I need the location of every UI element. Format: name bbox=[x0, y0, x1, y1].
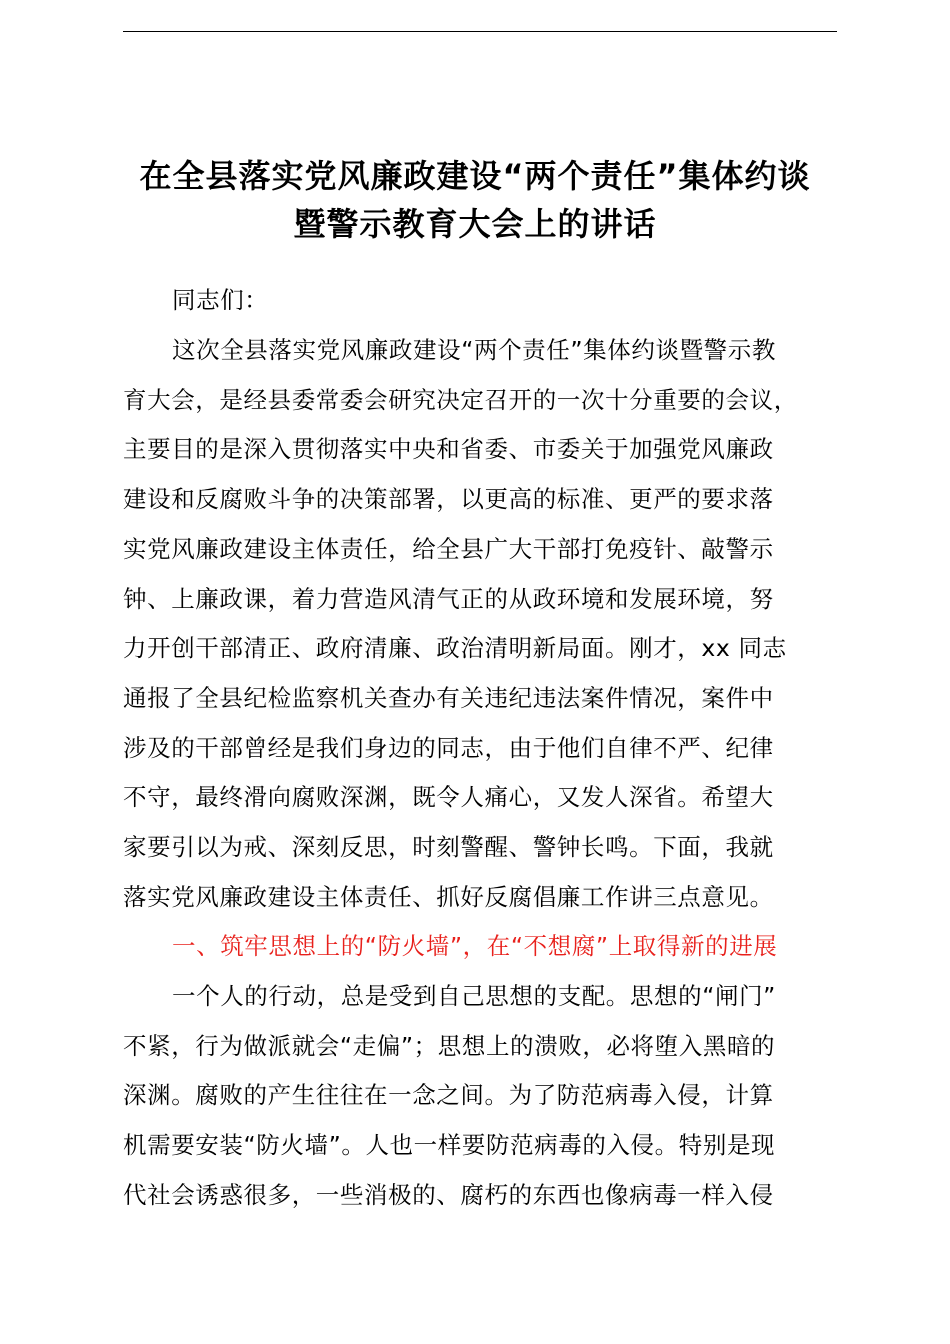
paragraph-line: 力开创干部清正、政府清廉、政治清明新局面。刚才，xx 同志 bbox=[123, 634, 787, 662]
paragraph-line: 落实党风廉政建设主体责任、抓好反腐倡廉工作讲三点意见。 bbox=[123, 883, 774, 911]
header-rule bbox=[123, 31, 837, 32]
document-title-line-2: 暨警示教育大会上的讲话 bbox=[293, 205, 657, 243]
paragraph-line: 钟、上廉政课，着力营造风清气正的从政环境和发展环境，努 bbox=[123, 585, 774, 613]
salutation: 同志们： bbox=[172, 286, 269, 314]
paragraph-line: 不紧，行为做派就会“走偏”；思想上的溃败，必将堕入黑暗的 bbox=[123, 1032, 776, 1060]
paragraph-line: 家要引以为戒、深刻反思，时刻警醒、警钟长鸣。下面，我就 bbox=[123, 833, 774, 861]
document-title-line-1: 在全县落实党风廉政建设“两个责任”集体约谈 bbox=[139, 157, 811, 195]
paragraph-line: 深渊。腐败的产生往往在一念之间。为了防范病毒入侵，计算 bbox=[123, 1081, 774, 1109]
paragraph-line: 实党风廉政建设主体责任，给全县广大干部打免疫针、敲警示 bbox=[123, 535, 774, 563]
section-heading: 一、筑牢思想上的“防火墙”，在“不想腐”上取得新的进展 bbox=[172, 932, 778, 960]
paragraph-line: 代社会诱惑很多，一些消极的、腐朽的东西也像病毒一样入侵 bbox=[123, 1181, 774, 1209]
paragraph-line: 主要目的是深入贯彻落实中央和省委、市委关于加强党风廉政 bbox=[123, 435, 774, 463]
paragraph-line: 育大会，是经县委常委会研究决定召开的一次十分重要的会议， bbox=[123, 386, 798, 414]
paragraph-line: 机需要安装“防火墙”。人也一样要防范病毒的入侵。特别是现 bbox=[123, 1131, 776, 1159]
paragraph-line: 不守，最终滑向腐败深渊，既令人痛心，又发人深省。希望大 bbox=[123, 783, 774, 811]
paragraph-line: 涉及的干部曾经是我们身边的同志，由于他们自律不严、纪律 bbox=[123, 734, 774, 762]
paragraph-line: 一个人的行动，总是受到自己思想的支配。思想的“闸门” bbox=[172, 982, 776, 1010]
paragraph-line: 建设和反腐败斗争的决策部署，以更高的标准、更严的要求落 bbox=[123, 485, 774, 513]
paragraph-line: 通报了全县纪检监察机关查办有关违纪违法案件情况，案件中 bbox=[123, 684, 774, 712]
paragraph-line: 这次全县落实党风廉政建设“两个责任”集体约谈暨警示教 bbox=[172, 336, 776, 364]
